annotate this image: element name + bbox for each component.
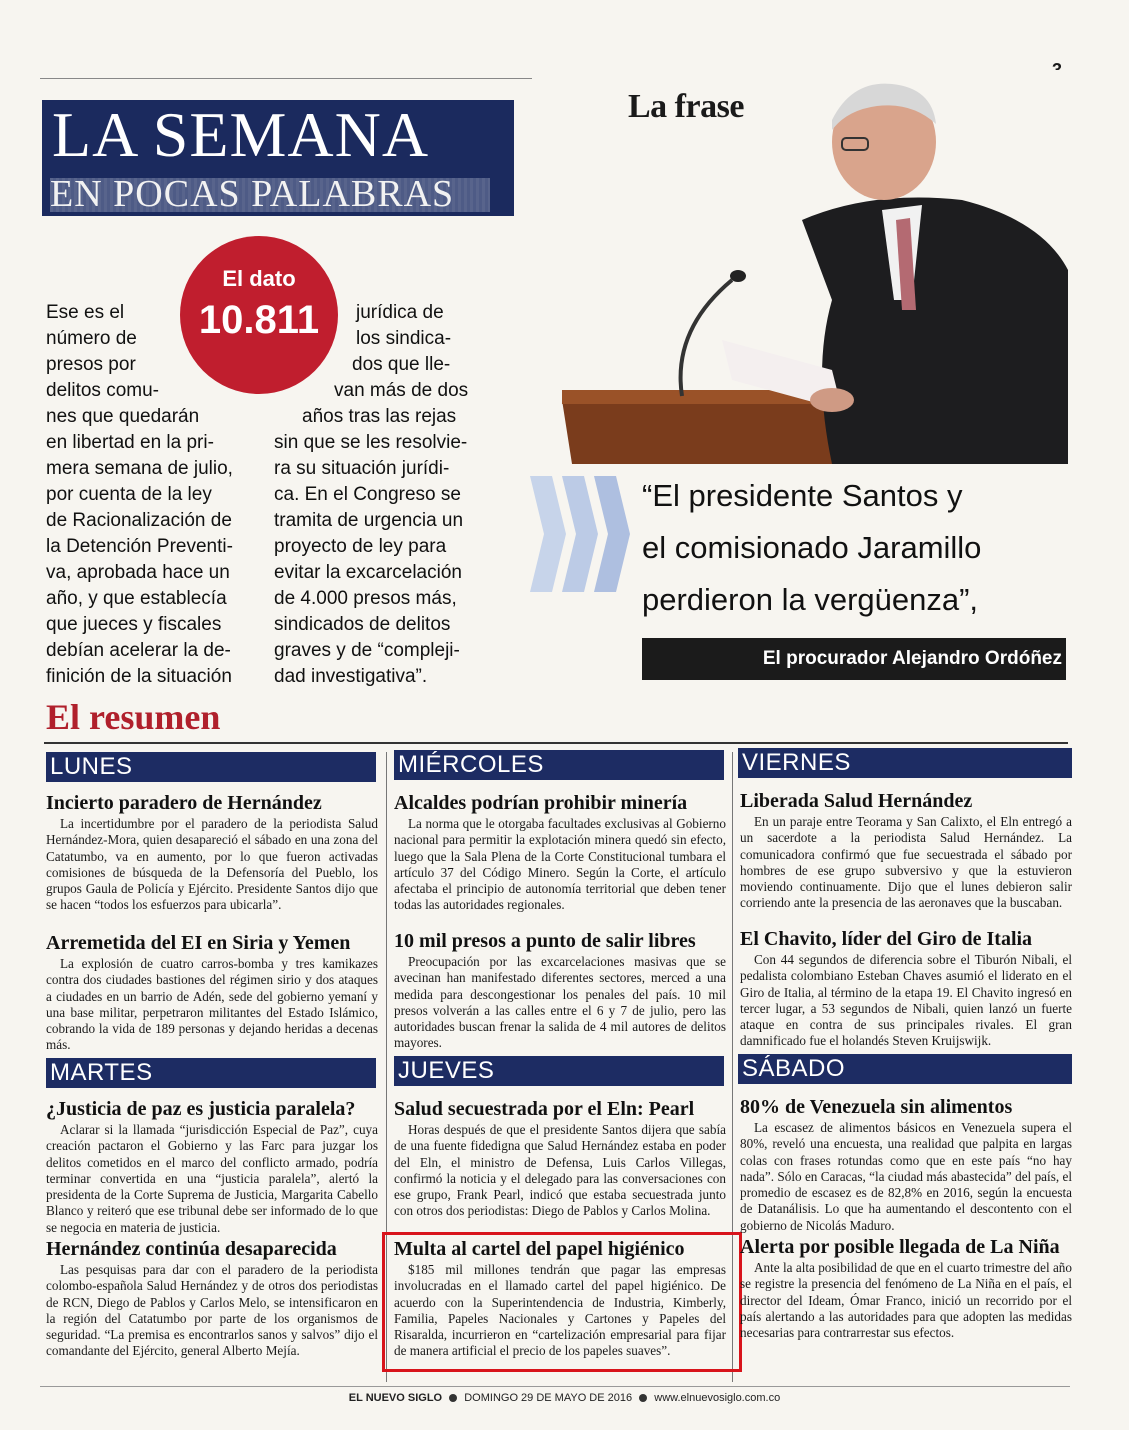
dato-label: El dato [222,266,296,291]
article-title: Arremetida del EI en Siria y Yemen [46,932,351,954]
dato-text-line: de Racionalización de [46,510,232,531]
day-header-miercoles: MIÉRCOLES [394,750,724,780]
article-title: El Chavito, líder del Giro de Italia [740,928,1033,950]
dato-text-line: sindicados de delitos [274,614,451,635]
resumen-rule [44,742,1068,744]
dato-text-line: jurídica de [356,302,444,323]
dato-text-line: va, aprobada hace un [46,562,230,583]
article-martes-1 [46,1098,378,1236]
day-header-lunes: LUNES [46,752,376,782]
article-miercoles-1 [394,792,726,914]
article-body: Preocupación por las excarcelaciones masivas que se avecinan han manifestado diferentes sectores, merced a una medida para descongestionar los penales del país. 10 mil presos volverán a las calles entre el 6 y 7 de julio, pero las autoridades buscan frenar la salida de 4 mil autores de delitos mayores. [394,954,726,1051]
dato-text-line: proyecto de ley para [274,536,447,557]
article-title: Alcaldes podrían prohibir minería [394,792,688,814]
dato-text-line: evitar la excarcelación [274,562,462,583]
article-title: Alerta por posible llegada de La Niña [740,1236,1060,1258]
chevron-arrows-decoration [530,476,630,592]
article-title: Incierto paradero de Hernández [46,792,322,814]
dato-text-line: por cuenta de la ley [46,484,212,505]
dato-text-line: Ese es el [46,302,125,323]
frase-attribution: El procurador Alejandro Ordóñez [762,648,1062,669]
article-title: 10 mil presos a punto de salir libres [394,930,696,952]
resumen-title: El resumen [46,697,221,737]
masthead-title: LA SEMANA [52,99,430,170]
dato-text-line: ra su situación jurídi- [274,458,450,479]
dato-text-line: que jueces y fiscales [46,614,222,635]
article-title: 80% de Venezuela sin alimentos [740,1096,1013,1118]
dato-text-line: debían acelerar la de- [46,640,231,661]
day-header-sabado: SÁBADO [738,1054,1072,1084]
article-title: Multa al cartel del papel higiénico [394,1238,685,1260]
dato-text-line: sin que se les resolvie- [274,432,468,453]
dato-value: 10.811 [198,298,320,342]
article-lunes-1 [46,792,378,914]
footer [0,1392,1129,1404]
day-header-viernes: VIERNES [738,748,1072,778]
article-body: La norma que le otorgaba facultades exclusivas al Gobierno nacional para permitir la explotación minera quedó sin efecto, luego que la Sala Plena de la Corte Constitucional tumbara el artículo 37 del Código Minero. Según la Corte, el artículo afectaba el principio de autonomía territorial que deben tener todas las autoridades regionales. [394,816,726,913]
dato-text-line: número de [46,328,137,349]
dato-text-line: dad investigativa”. [274,666,428,687]
article-body: La explosión de cuatro carros-bomba y tres kamikazes contra dos ciudades bastiones del régimen sirio y dos ataques a ciudades en un barrio de Adén, sede del gobierno yemaní y una base militar, perpetraron militantes del Estado Islámico, cobrando la vida de 189 personas y dejando heridas a decenas más. [46,956,378,1053]
article-body: Con 44 segundos de diferencia sobre el Tiburón Nibali, el pedalista colombiano Esteban Chaves asumió el liderato en el Giro de Italia, al término de la etapa 19. El Chavito ingresó en tercer lugar, a 53 segundos de Nibali, quien lanzó un fuerte ataque en contra de sus principales rivales. El gran damnificado fue el holandés Steven Kruijswijk. [740,952,1072,1049]
speaker-photo [532,70,1068,464]
dato-text-line: ca. En el Congreso se [274,484,461,505]
dato-text-line: de 4.000 presos más, [274,588,457,609]
article-body: Las pesquisas para dar con el paradero de la periodista colombo-española Salud Hernández y de otros dos periodistas de RCN, Diego de Pablos y Carlos Melo, se intensificaron en la región del Catatumbo por parte de los organismos de seguridad. “La premisa es encontrarlos sanos y salvos” dijo el comandante del Ejército, general Alberto Mejía. [46,1262,378,1359]
dato-text-line: dos que lle- [352,354,451,375]
article-body: La incertidumbre por el paradero de la periodista Salud Hernández-Mora, quien desapareció el sábado en una zona del Catatumbo, va en aumento, por lo que fueron activadas comisiones de búsqueda de la Defensoría del Pueblo, los grupos Gaula de Policía y Ejército. Presidente Santos dijo que se hacen “todos los esfuerzos para ubicarla”. [46,816,378,913]
article-lunes-2 [46,932,378,1054]
article-title: Salud secuestrada por el Eln: Pearl [394,1098,695,1120]
dato-text-line: años tras las rejas [302,406,457,427]
frase-title: La frase [628,88,744,125]
article-body: $185 mil millones tendrán que pagar las empresas involucradas en el llamado cartel del papel higiénico. De acuerdo con la Superintendencia de Industria, Kimberly, Familia, Papeles Nacionales y Cartones y Papeles del Risaralda, incurrieron en “cartelización empresarial para fijar de manera artificial el precio de los papeles suaves”. [394,1262,726,1359]
dato-text-line: nes que quedarán [46,406,200,427]
footer-brand: EL NUEVO SIGLO [348,1392,443,1404]
dato-text-line: año, y que establecía [46,588,227,609]
article-jueves-1 [394,1098,726,1220]
masthead-subtitle: EN POCAS PALABRAS [50,173,455,215]
article-body: La escasez de alimentos básicos en Venezuela supera el 80%, reveló una encuesta, una realidad que palpita en largas colas con frases rotundas como que en este país “no hay nada”. Sólo en Caracas, “la ciudad más abastecida” del país, el promedio de escasez es de 82,8% en 2016, según la encuesta de Datanálisis. Lo que ha aumentando el descontento con el gobierno de Nicolás Maduro. [740,1120,1072,1233]
dato-text-line: delitos comu- [46,380,159,401]
day-header-martes: MARTES [46,1058,376,1088]
article-body: Aclarar si la llamada “jurisdicción Especial de Paz”, cuya creación pactaron el Gobierno y las Farc para juzgar los delitos cometidos en el marco del conflicto armado, podría terminar convertida en una “justicia paralela”, alertó la presidenta de la Corte Suprema de Justicia, Margarita Cabello Blanco y reiteró que ese tribunal debe ser informado de lo que se negocia en materia de justicia. [46,1122,378,1235]
frase-quote-line: “El presidente Santos y [642,478,963,513]
frase-quote [642,470,1082,626]
article-title: Liberada Salud Hernández [740,790,973,812]
footer-url[interactable]: www.elnuevosiglo.com.co [654,1392,781,1404]
highlight-box [382,1232,742,1372]
dato-text-line: presos por [46,354,136,375]
article-sabado-1 [740,1096,1072,1234]
dato-text-line: en libertad en la pri- [46,432,214,453]
dato-text-line: finición de la situación [46,666,232,687]
article-sabado-2 [740,1236,1072,1341]
article-body: Ante la alta posibilidad de que en el cuarto trimestre del año se registre la presencia del fenómeno de La Niña en el país, el director del Ideam, Ómar Franco, inició un recorrido por el país alertando a las autoridades para que adopten las medidas necesarias para contrarrestar sus efectos. [740,1260,1072,1341]
article-body: Horas después de que el presidente Santos dijera que sabía de una fuente fidedigna que Salud Hernández estaba en poder del Eln, el ministro de Defensa, Luis Carlos Villegas, confirmó la noticia y el delegado para las conversaciones con ese grupo, Frank Pearl, indicó que estaba secuestrada junto con otros dos periodistas: Diego de Pablos y Carlos Molina. [394,1122,726,1219]
bullet-dot-icon [639,1394,647,1402]
dato-text-line: graves y de “compleji- [274,640,460,661]
day-header-jueves: JUEVES [394,1056,724,1086]
article-body: En un paraje entre Teorama y San Calixto, el Eln entregó a un sacerdote a la periodista Salud Hernández. La comunicadora confirmó que fue secuestrada el sábado por hombres de ese grupo subversivo y que la estuvieron moviendo continuamente. Dijo que el lunes debieron salir corriendo ante la presencia de las aeronaves que la buscaban. [740,814,1072,911]
dato-text-line: la Detención Preventi- [46,536,233,557]
bullet-dot-icon [449,1394,457,1402]
article-title: ¿Justicia de paz es justicia paralela? [46,1098,356,1120]
article-viernes-1 [740,790,1072,912]
dato-text-line: los sindica- [356,328,452,349]
dato-text-line: van más de dos [334,380,469,401]
frase-quote-line: el comisionado Jaramillo [642,530,982,565]
footer-date: DOMINGO 29 DE MAYO DE 2016 [464,1392,633,1404]
article-viernes-2 [740,928,1072,1050]
dato-text-line: tramita de urgencia un [274,510,464,531]
frase-quote-line: perdieron la vergüenza”, [642,582,979,617]
dato-text-line: mera semana de julio, [46,458,233,479]
article-martes-2 [46,1238,378,1360]
article-title: Hernández continúa desaparecida [46,1238,337,1260]
bottom-rule [40,1386,1070,1387]
article-miercoles-2 [394,930,726,1052]
